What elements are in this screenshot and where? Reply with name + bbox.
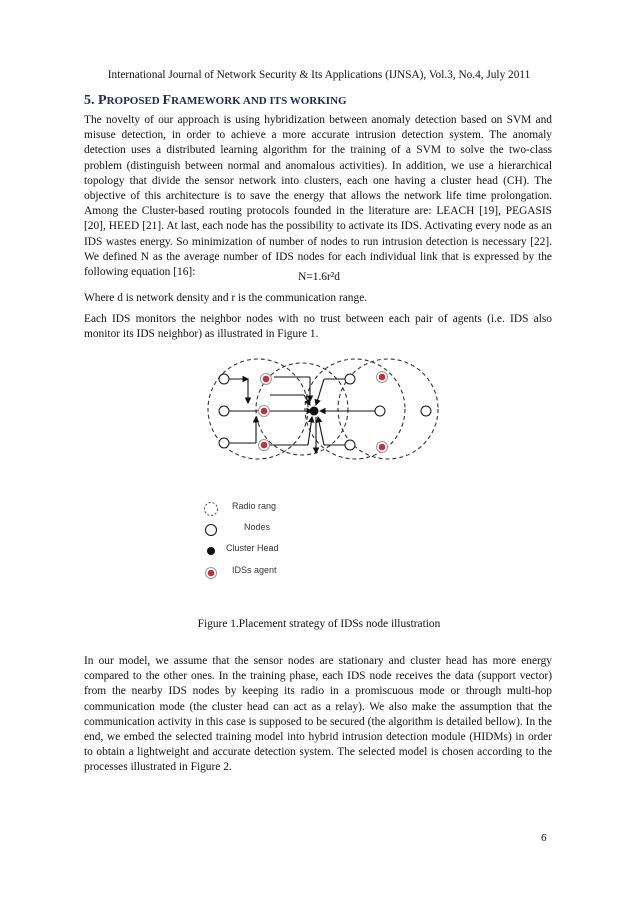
legend-row-nodes: [200, 521, 370, 539]
legend-row-ids-agent: [200, 564, 370, 582]
node: [345, 440, 355, 450]
page-number: 6: [541, 832, 547, 844]
legend-row-cluster-head: [200, 542, 370, 560]
node: [345, 374, 355, 384]
cluster-head: [310, 407, 319, 416]
heading-part-4: RAMEWORK AND ITS WORKING: [171, 95, 347, 107]
section-heading: [84, 93, 347, 109]
node: [219, 406, 229, 416]
node: [375, 406, 385, 416]
legend-cluster-head-label: Cluster Head: [226, 543, 279, 553]
figure-legend: [200, 498, 370, 588]
legend-row-radio: [200, 500, 370, 518]
node: [219, 374, 229, 384]
dashed-circle-icon: [200, 500, 222, 518]
legend-ids-agent-label: IDSs agent: [232, 565, 277, 575]
paragraph-novelty: The novelty of our approach is using hybridization between anomaly detection based on SVM and misuse detection, in order to achieve a more accurate intrusion detection system. The anomaly detection uses a distributed learning algorithm for the training of a SVM to solve the two-class problem (distinguish between normal and anomalous activities). In addition, we use a hierarchical topology that divide the sensor network into clusters, each one having a cluster head (CH). The objective of this architecture is to save the energy that allows the network life time prolongation. Among the Cluster-based routing protocols founded in the literature are: LEACH [19], PEGASIS [20], HEED [21]. At last, each node has the possibility to activate its IDS. Activating every node as an IDS wastes energy. So minimization of number of nodes to run intrusion detection is necessary [22]. We defined N as the average number of IDS nodes for each individual link that is expressed by the following equation [16]:: [84, 114, 552, 279]
node: [421, 406, 431, 416]
heading-part-1: 5. P: [84, 93, 107, 108]
paragraph-density: Where d is network density and r is the communication range.: [84, 292, 368, 304]
cluster-head-icon: [200, 542, 222, 560]
paragraph-ids-monitoring: Each IDS monitors the neighbor nodes with no trust between each pair of agents (i.e. IDS also monitor its IDS neighbor) as illustrated in Figure 1.: [84, 313, 552, 341]
heading-part-3: F: [162, 93, 172, 108]
legend-nodes-label: Nodes: [244, 522, 271, 532]
node-icon: [200, 521, 222, 539]
equation: N=1.6r²d: [298, 271, 340, 283]
figure-caption: Figure 1.Placement strategy of IDSs node illustration: [197, 618, 441, 630]
node: [219, 438, 229, 448]
running-head: International Journal of Network Security & Its Applications (IJNSA), Vol.3, No.4, July 2011: [107, 69, 531, 81]
paragraph-model: In our model, we assume that the sensor nodes are stationary and cluster head has more energy compared to the other ones. In the training phase, each IDS node receives the data (support vector) from the nearby IDS nodes by keeping its radio in a promiscuous mode or through multi-hop communication mode (the cluster head can act as a relay). We also make the assumption that the communication activity in this case is supposed to be secured (the algorithm is detailed bellow). In the end, we embed the selected training model into hybrid intrusion detection module (HIDMs) in order to obtain a lightweight and accurate detection system. The selected model is chosen according to the processes illustrated in Figure 2.: [84, 655, 552, 774]
network-diagram: [200, 357, 445, 487]
legend-radio-label: Radio rang: [232, 501, 277, 511]
heading-part-2: ROPOSED: [106, 95, 163, 107]
ids-agent-icon: [200, 564, 222, 582]
